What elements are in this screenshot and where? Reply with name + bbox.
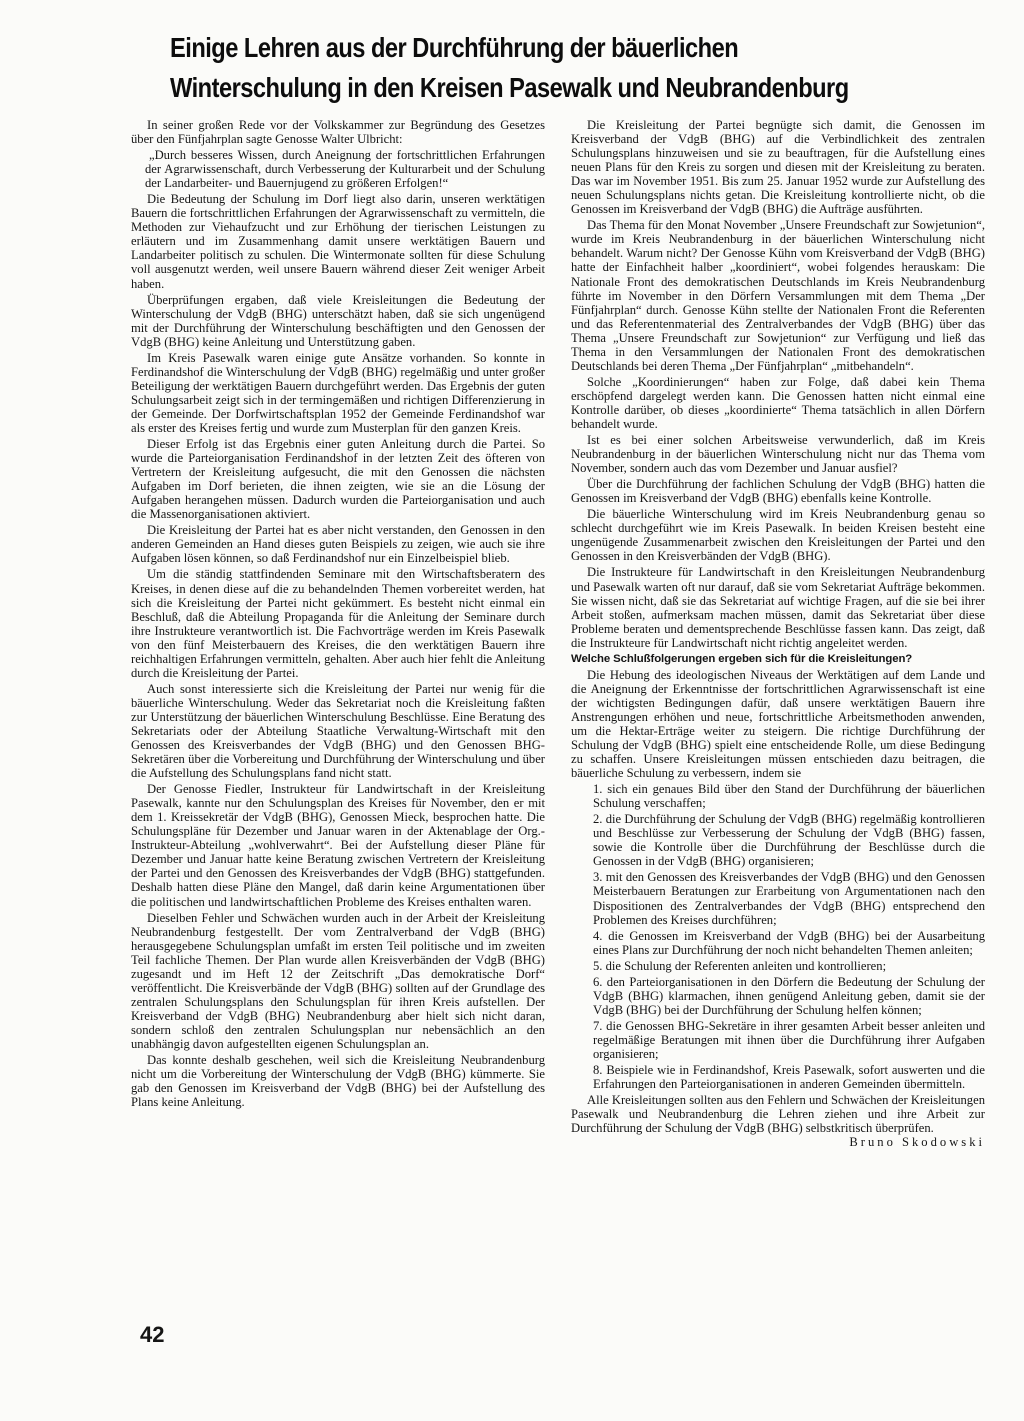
paragraph: Solche „Koordinierungen“ haben zur Folge, daß dabei kein Thema erschöpfend dargelegt werden kann. Die Genossen hatten nicht einmal eine Kontrolle darüber, ob dieses „koordinierte“ Thema tatsächlich in allen Dörfern behandelt wurde. [571, 374, 985, 431]
list-item: 7. die Genossen BHG-Sekretäre in ihrer gesamten Arbeit besser anleiten und regelmäßige Beratungen mit ihnen über die Durchführung ihrer Aufgaben organisieren; [593, 1018, 985, 1061]
left-column [131, 118, 545, 1111]
paragraph: Die bäuerliche Winterschulung wird im Kreis Neubrandenburg genau so schlecht durchgeführt wie im Kreis Pasewalk. In beiden Kreisen besteht eine ungenügende Zusammenarbeit zwischen den Kreisleitungen der Partei und den Genossen in den Kreisverbänden der VdgB (BHG). [571, 507, 985, 564]
paragraph: In seiner großen Rede vor der Volkskammer zur Begründung des Gesetzes über den Fünfjahrplan sagte Genosse Walter Ulbricht: [131, 118, 545, 147]
list-item: 6. den Parteiorganisationen in den Dörfern die Bedeutung der Schulung der VdgB (BHG) klarmachen, ihnen genügend Anleitung geben, damit sie der VdgB (BHG) bei der Durchführung der Schulung helfen können; [593, 974, 985, 1017]
closing-text: Alle Kreisleitungen sollten aus den Fehlern und Schwächen der Kreisleitungen Pasewalk und Neubrandenburg die Lehren ziehen und ihre Arbeit zur Durchführung der Schulung der VdgB (BHG) selbstkritisch überprüfen. [571, 1093, 985, 1136]
list-item: 4. die Genossen im Kreisverband der VdgB (BHG) bei der Ausarbeitung eines Plans zur Durchführung der noch nicht behandelten Themen anleiten; [593, 928, 985, 957]
article-headline [170, 28, 875, 108]
paragraph: Ist es bei einer solchen Arbeitsweise verwunderlich, daß im Kreis Neubrandenburg in der bäuerlichen Winterschulung nicht nur das Thema vom November, sondern auch das vom Dezember und Januar ausfiel? [571, 433, 985, 476]
paragraph: Die Instrukteure für Landwirtschaft in den Kreisleitungen Neubrandenburg und Pasewalk warten oft nur darauf, daß sie vom Sekretariat Aufträge bekommen. Sie wissen nicht, daß sie das Sekretariat auf wichtige Fragen, auf die sie bei ihrer Arbeit stoßen, aufmerksam machen müssen, damit das Sekretariat über diese Probleme beraten und dementsprechende Beschlüsse fassen kann. Das zeigt, daß die Instrukteure für Landwirtschaft nicht richtig angeleitet werden. [571, 565, 985, 650]
list-item: 5. die Schulung der Referenten anleiten und kontrollieren; [593, 958, 887, 973]
author-signature: Bruno Skodowski [849, 1135, 985, 1150]
paragraph: Die Kreisleitung der Partei begnügte sich damit, die Genossen im Kreisverband der VdgB (BHG) auf die Verbindlichkeit des zentralen Schulungsplans hinzuweisen und sie zu beauftragen, für die Aufstellung eines neuen Plans für den Kreis zu sorgen und diesen mit der Kreisleitung zu beraten. Das war im November 1951. Bis zum 25. Januar 1952 wurde zur Aufstellung des neuen Schulungsplans nichts getan. Die Kreisleitung kontrollierte nicht, ob die Genossen im Kreisverband der VdgB (BHG) die Aufträge ausführten. [571, 118, 985, 217]
paragraph: Die Kreisleitung der Partei hat es aber nicht verstanden, den Genossen in den anderen Gemeinden an Hand dieses guten Beispiels zu zeigen, wie auch sie ihre Aufgaben lösen können, so daß Ferdinandshof nur ein Einzelbeispiel blieb. [131, 523, 545, 566]
list-item: 3. mit den Genossen des Kreisverbandes der VdgB (BHG) und den Genossen Meisterbauern Beratungen zur Erarbeitung von Argumentationen nach den Dispositionen des Zentralverbandes der VdgB (BHG) entsprechend den Problemen des Kreises durchführen; [593, 870, 985, 927]
headline-line-2: Winterschulung in den Kreisen Pasewalk und Neubrandenburg [170, 72, 849, 103]
closing-paragraph [571, 1093, 985, 1150]
headline-line-1: Einige Lehren aus der Durchführung der bäuerlichen [170, 32, 739, 63]
right-column [571, 118, 985, 1149]
list-item: 8. Beispiele wie in Ferdinandshof, Kreis Pasewalk, sofort auswerten und die Erfahrungen den Parteiorganisationen in anderen Gemeinden übermitteln. [593, 1063, 985, 1092]
list-item: 2. die Durchführung der Schulung der VdgB (BHG) regelmäßig kontrollieren und Beschlüsse zur Verbesserung der Schulung der VdgB (BHG) fassen, sowie die Kontrolle über die Durchführung der Beschlüsse durch die Genossen in der VdgB (BHG) organisieren; [593, 812, 985, 869]
paragraph: Die Hebung des ideologischen Niveaus der Werktätigen auf dem Lande und die Aneignung der Erkenntnisse der fortschrittlichen Agrarwissenschaft ist eine der wichtigsten Bedingungen dafür, daß unsere werktätigen Bauern ihre Anstrengungen erhöhen und neue, fortschrittliche Arbeitsmethoden anwenden, um die Hektar-Erträge weiter zu steigern. Die richtige Durchführung der Schulung der VdgB (BHG) spielt eine entscheidende Rolle, um diese Bedingung zu schaffen. Unsere Kreisleitungen müssen entschieden dazu beitragen, die bäuerliche Schulung zu verbessern, indem sie [571, 667, 985, 781]
page-number: 42 [140, 1322, 165, 1347]
paragraph: Im Kreis Pasewalk waren einige gute Ansätze vorhanden. So konnte in Ferdinandshof die Winterschulung der VdgB (BHG) regelmäßig und unter großer Beteiligung der werktätigen Bauern durchgeführt werden. Das Ergebnis der guten Schulungsarbeit zeigt sich in der termingemäßen und richtigen Differenzierung in der Gemeinde. Der Dorfwirtschaftsplan 1952 der Gemeinde Ferdinandshof war als erster des Kreises fertig und wurde zum Musterplan für den ganzen Kreis. [131, 350, 545, 435]
paragraph: Die Bedeutung der Schulung im Dorf liegt also darin, unseren werktätigen Bauern die fortschrittlichen Erfahrungen der Agrarwissenschaft zu vermitteln, die Methoden zur Viehaufzucht und zur Erhöhung der tierischen Leistungen zu erläutern und im Zusammenhang damit unsere werktätigen Bauern und Landarbeiter politisch zu schulen. Die Wintermonate sollten für diese Schulung voll ausgenutzt werden, weil unsere Bauern während dieser Zeit weniger Arbeit haben. [131, 192, 545, 291]
paragraph: Dieselben Fehler und Schwächen wurden auch in der Arbeit der Kreisleitung Neubrandenburg festgestellt. Der vom Zentralverband der VdgB (BHG) herausgegebene Schulungsplan umfaßt im ersten Teil politische und im zweiten Teil fachliche Themen. Der Plan wurde allen Kreisverbänden der VdgB (BHG) zugesandt und im Heft 12 der Zeitschrift „Das demokratische Dorf“ veröffentlicht. Die Kreisverbände der VdgB (BHG) sollten auf der Grundlage des zentralen Schulungsplans den Schulungsplan für ihren Kreis aufstellen. Der Kreisverband der VdgB (BHG) Neubrandenburg aber hielt sich nicht daran, sondern schloß den zentralen Schulungsplan nur nebensächlich an den unabhängig davon aufgestellten eigenen Schulungsplan an. [131, 910, 545, 1051]
paragraph: Überprüfungen ergaben, daß viele Kreisleitungen die Bedeutung der Winterschulung der VdgB (BHG) unterschätzt haben, daß sie sich ungenügend mit der Durchführung der Winterschulung beschäftigten und den Genossen der VdgB (BHG) keine Anleitung und Unterstützung gaben. [131, 292, 545, 349]
paragraph: Das konnte deshalb geschehen, weil sich die Kreisleitung Neubrandenburg nicht um die Vorbereitung der Winterschulung der VdgB (BHG) kümmerte. Sie gab den Genossen im Kreisverband der VdgB (BHG) bei der Aufstellung des Plans keine Anleitung. [131, 1053, 545, 1110]
paragraph: Der Genosse Fiedler, Instrukteur für Landwirtschaft in der Kreisleitung Pasewalk, kannte nur den Schulungsplan des Kreises für November, den er mit dem 1. Kreissekretär der VdgB (BHG), Genossen Mieck, besprochen hatte. Die Schulungspläne für Dezember und Januar waren in der Aktenablage der Org.-Instrukteur-Abteilung „wohlverwahrt“. Bei der Aufstellung dieser Pläne für Dezember und Januar hatte keine Beratung zwischen Vertretern der Kreisleitung der Partei und den Genossen des Kreisverbandes der VdgB (BHG) stattgefunden. Deshalb hatten diese Pläne den Mangel, daß darin keine Argumentationen über die politischen und landwirtschaftlichen Probleme des Kreises enthalten waren. [131, 782, 545, 909]
list-item: 1. sich ein genaues Bild über den Stand der Durchführung der bäuerlichen Schulung verschaffen; [593, 782, 985, 811]
paragraph: Um die ständig stattfindenden Seminare mit den Wirtschaftsberatern des Kreises, in denen diese auf die zu behandelnden Themen vorbereitet werden, hat sich die Kreisleitung der Partei nicht gekümmert. Es besteht nicht einmal ein Beschluß, daß die Abteilung Propaganda für die Anleitung der Seminare durch ihre Instrukteure verantwortlich ist. Die Fachvorträge werden im Kreis Pasewalk von den fünf Meisterbauern des Kreises, die den werktätigen Bauern ihre reichhaltigen Erfahrungen vermitteln, gehalten. Aber auch hier fehlt die Anleitung durch die Kreisleitung der Partei. [131, 567, 545, 680]
paragraph: Dieser Erfolg ist das Ergebnis einer guten Anleitung durch die Partei. So wurde die Parteiorganisation Ferdinandshof in der letzten Zeit des öfteren von Vertretern der Kreisleitung aufgesucht, die mit den Genossen die nächsten Aufgaben im Dorf berieten, die ihnen zeigten, wie sie an die Lösung der Aufgaben herangehen müssen. Dadurch wurden die Parteiorganisation und auch die Massenorganisationen aktiviert. [131, 437, 545, 522]
paragraph: Das Thema für den Monat November „Unsere Freundschaft zur Sowjetunion“, wurde im Kreis Neubrandenburg in der bäuerlichen Winterschulung nicht behandelt. Warum nicht? Der Genosse Kühn vom Kreisverband der VdgB (BHG) hatte der Einfachheit halber „koordiniert“, wobei folgendes herauskam: Die Nationale Front des demokratischen Deutschlands im Kreis Neubrandenburg führte im November in den Dörfern Versammlungen mit dem Thema „Der Fünfjahrplan“ durch. Genosse Kühn stellte der Nationalen Front die Referenten und das Referentenmaterial des Zentralverbandes der VdgB (BHG) über das Thema „Unsere Freundschaft zur Sowjetunion“ zur Verfügung und ließ das Thema in den Versammlungen der Nationalen Front des demokratischen Deutschlands bei deren Thema „Der Fünfjahrplan“ „mitbehandeln“. [571, 218, 985, 373]
paragraph: Über die Durchführung der fachlichen Schulung der VdgB (BHG) hatten die Genossen im Kreisverband der VdgB (BHG) ebenfalls keine Kontrolle. [571, 477, 985, 506]
quote-paragraph: „Durch besseres Wissen, durch Aneignung der fortschrittlichen Erfahrungen der Agrarwissenschaft, durch Verbesserung der Kulturarbeit und der Schulung der Landarbeiter- und Bauernjugend zu größeren Erfolgen!“ [145, 148, 545, 191]
paragraph: Auch sonst interessierte sich die Kreisleitung der Partei nur wenig für die bäuerliche Winterschulung. Weder das Sekretariat noch die Kreisleitung faßten zur Unterstützung der bäuerlichen Winterschulung Beschlüsse. Eine Beratung des Sekretariats oder der Abteilung Staatliche Verwaltung-Wirtschaft mit den Genossen des Kreisverbandes der VdgB (BHG) und den Genossen BHG-Sekretären über die Vorbereitung und Durchführung der Winterschulung und über die Aufstellung des Schulungsplans fand nicht statt. [131, 681, 545, 781]
section-subheading: Welche Schlußfolgerungen ergeben sich für die Kreisleitungen? [571, 652, 913, 665]
